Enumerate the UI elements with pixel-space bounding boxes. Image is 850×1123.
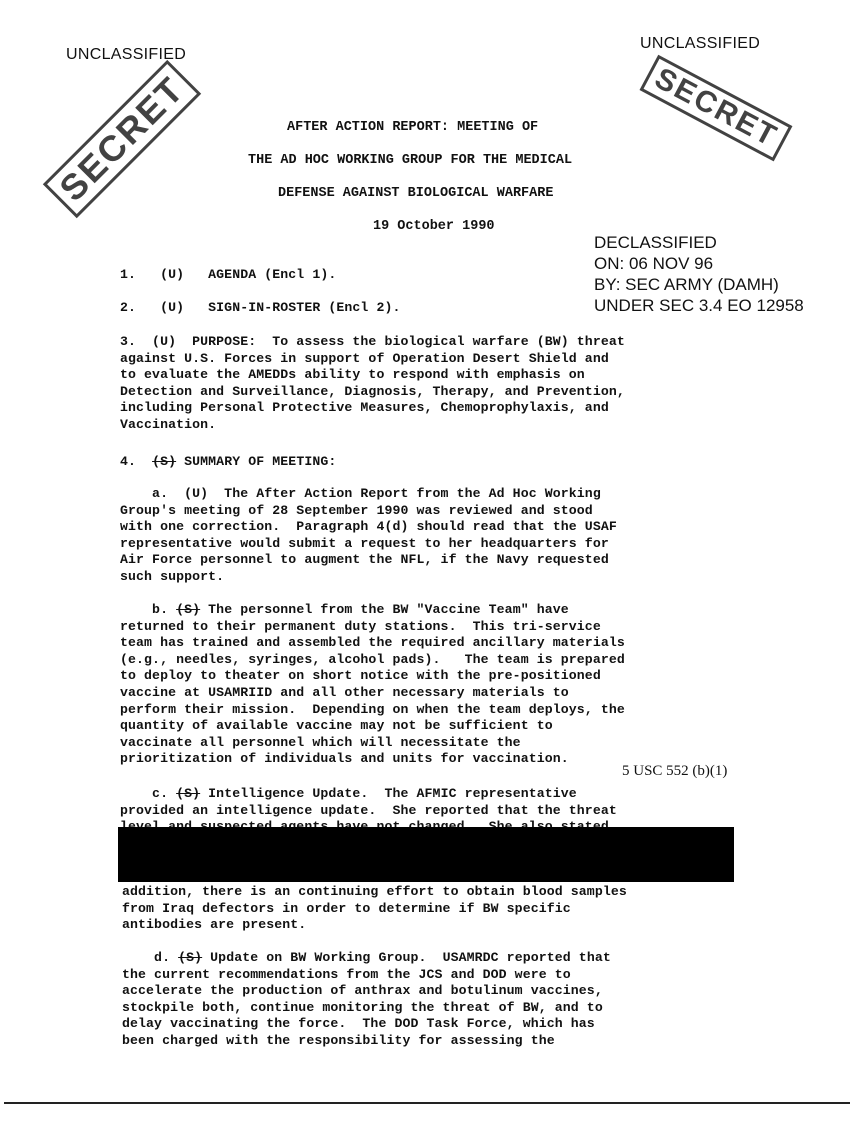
text-line: vaccinate all personnel which will necessitate the <box>120 734 521 750</box>
classification-marking-right: UNCLASSIFIED <box>640 35 761 52</box>
text-line: Group's meeting of 28 September 1990 was reviewed and stood <box>120 502 593 518</box>
text-line: 3. (U) PURPOSE: To assess the biological warfare (BW) threat <box>120 334 625 349</box>
text-line: team has trained and assembled the required ancillary materials <box>120 635 625 651</box>
paragraph-4b <box>120 602 625 768</box>
title-line-3: DEFENSE AGAINST BIOLOGICAL WARFARE <box>278 186 554 201</box>
para-first-text: The personnel from the BW "Vaccine Team" have <box>200 602 569 617</box>
text-line: Air Force personnel to augment the NFL, if the Navy requested <box>120 552 609 568</box>
para-lead: d. <box>122 950 179 965</box>
text-line: including Personal Protective Measures, Chemoprophylaxis, and <box>120 400 609 416</box>
para-lead: c. <box>120 786 177 801</box>
text-line: a. (U) The After Action Report from the Ad Hoc Working <box>120 486 601 501</box>
declass-line-3: BY: SEC ARMY (DAMH) <box>594 275 779 294</box>
secret-stamp-right: SECRET <box>639 55 792 162</box>
text-line: to evaluate the AMEDDs ability to respond with emphasis on <box>120 367 585 383</box>
text-line <box>120 602 625 619</box>
item-3-purpose <box>120 334 625 434</box>
text-line: vaccine at USAMRIID and all other necessary materials to <box>120 684 569 700</box>
text-line: antibodies are present. <box>122 917 307 933</box>
declassification-block <box>594 232 804 316</box>
struck-classification-mark: (S) <box>178 950 203 965</box>
item-4-title: SUMMARY OF MEETING: <box>176 454 337 469</box>
text-line: to deploy to theater on short notice with the pre-positioned <box>120 668 601 684</box>
title-line-2: THE AD HOC WORKING GROUP FOR THE MEDICAL <box>248 153 573 168</box>
item-4-number: 4. <box>120 454 153 469</box>
foia-exemption-note: 5 USC 552 (b)(1) <box>622 763 728 779</box>
declass-line-1: DECLASSIFIED <box>594 233 717 252</box>
text-line: provided an intelligence update. She reported that the threat <box>120 802 617 818</box>
struck-classification-mark: (S) <box>176 786 201 801</box>
text-line: Vaccination. <box>120 416 217 432</box>
page-bottom-edge <box>4 1102 850 1104</box>
item-4-heading <box>120 454 336 471</box>
text-line: accelerate the production of anthrax and botulinum vaccines, <box>122 983 603 999</box>
report-date: 19 October 1990 <box>373 219 495 234</box>
text-line: delay vaccinating the force. The DOD Task Force, which has <box>122 1016 595 1032</box>
text-line: (e.g., needles, syringes, alcohol pads). The team is prepared <box>120 651 625 667</box>
text-line: prioritization of individuals and units for vaccination. <box>120 751 569 767</box>
struck-classification-mark: (S) <box>176 602 201 617</box>
paragraph-4a <box>120 486 617 586</box>
redaction-block <box>118 827 734 882</box>
text-line: against U.S. Forces in support of Operation Desert Shield and <box>120 350 609 366</box>
text-line: been charged with the responsibility for assessing the <box>122 1032 555 1048</box>
text-line: stockpile both, continue monitoring the threat of BW, and to <box>122 999 603 1015</box>
para-first-text: Update on BW Working Group. USAMRDC reported that <box>202 950 611 965</box>
text-line: from Iraq defectors in order to determine if BW specific <box>122 900 571 916</box>
text-line: the current recommendations from the JCS and DOD were to <box>122 966 571 982</box>
classification-marking-left: UNCLASSIFIED <box>66 46 187 63</box>
text-line <box>120 786 617 803</box>
text-line: addition, there is an continuing effort to obtain blood samples <box>122 884 627 899</box>
text-line: Detection and Surveillance, Diagnosis, Therapy, and Prevention, <box>120 383 625 399</box>
text-line: returned to their permanent duty stations. This tri-service <box>120 618 601 634</box>
title-line-1: AFTER ACTION REPORT: MEETING OF <box>287 120 539 135</box>
text-line: perform their mission. Depending on when the team deploys, the <box>120 701 625 717</box>
para-lead: b. <box>120 602 177 617</box>
paragraph-4d <box>122 950 611 1050</box>
text-line: quantity of available vaccine may not be sufficient to <box>120 718 553 734</box>
text-line: such support. <box>120 568 225 584</box>
item-2-roster: 2. (U) SIGN-IN-ROSTER (Encl 2). <box>120 300 401 315</box>
item-1-agenda: 1. (U) AGENDA (Encl 1). <box>120 267 337 282</box>
declass-line-4: UNDER SEC 3.4 EO 12958 <box>594 296 804 315</box>
text-line <box>122 950 611 967</box>
text-line: with one correction. Paragraph 4(d) should read that the USAF <box>120 519 617 535</box>
text-line: representative would submit a request to her headquarters for <box>120 535 609 551</box>
struck-classification-mark: (S) <box>152 454 177 469</box>
paragraph-4c-continued <box>122 884 627 934</box>
declass-line-2: ON: 06 NOV 96 <box>594 254 714 273</box>
secret-stamp-left: SECRET <box>43 60 201 218</box>
para-first-text: Intelligence Update. The AFMIC representative <box>200 786 577 801</box>
